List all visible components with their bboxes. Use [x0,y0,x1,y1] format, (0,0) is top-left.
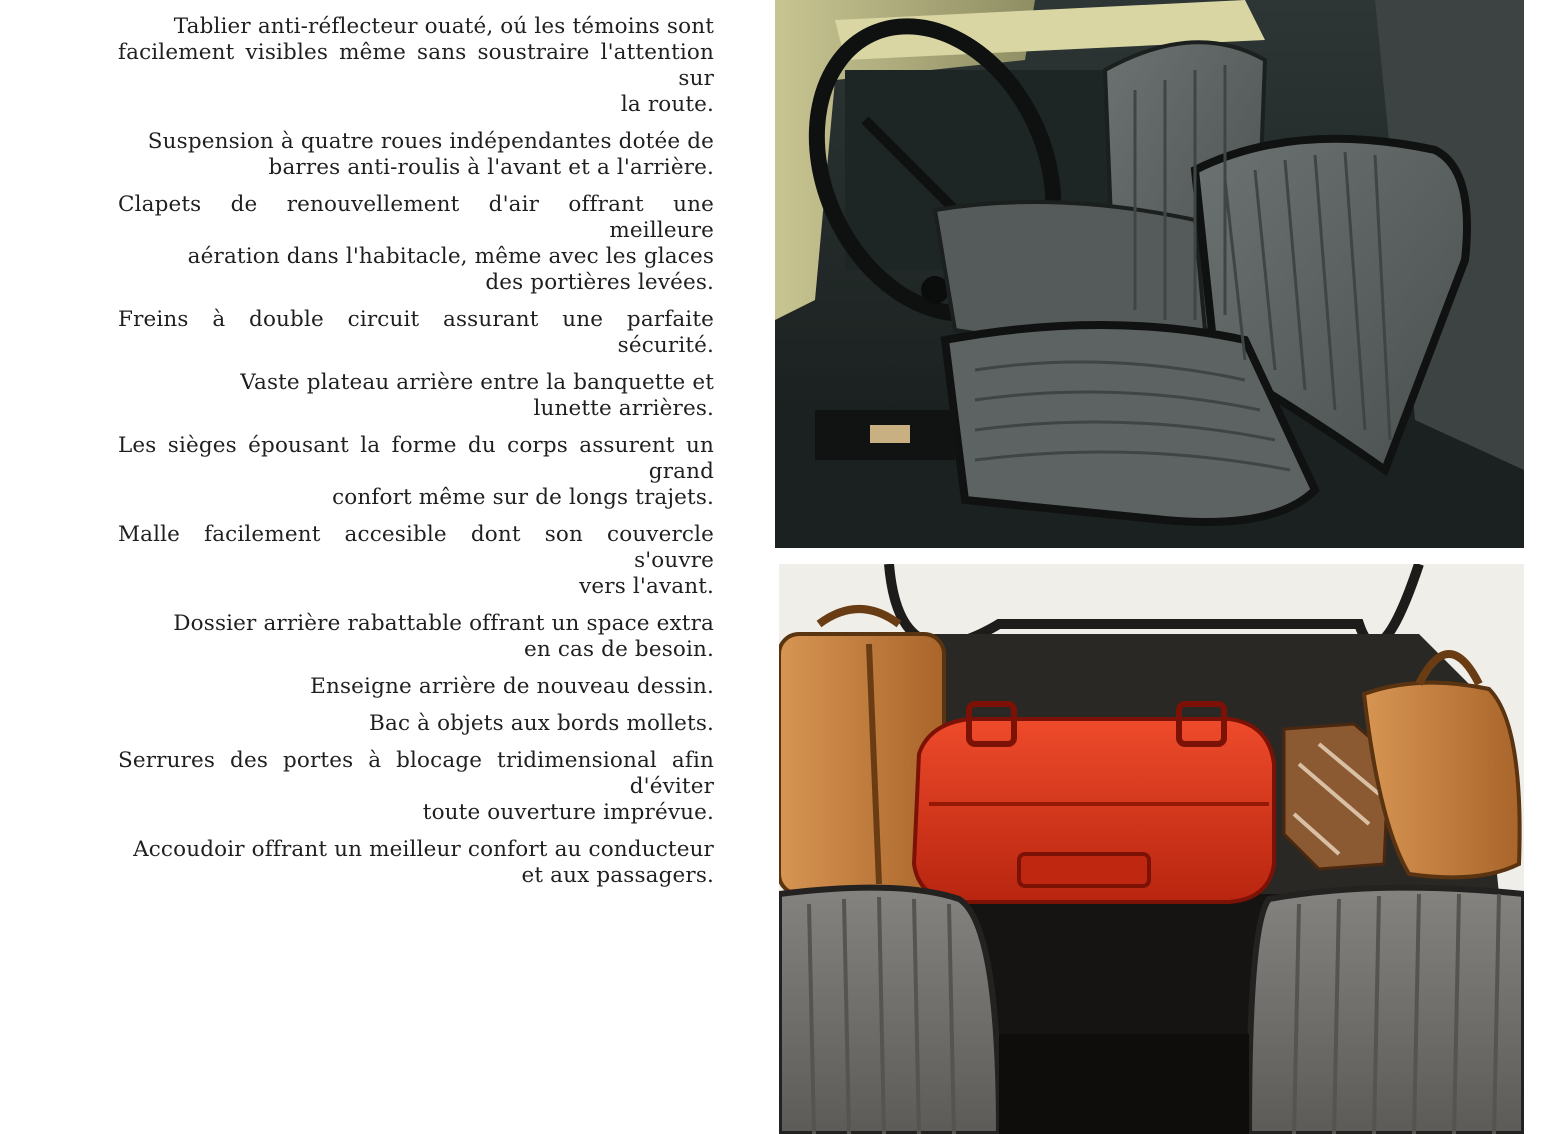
feature-paragraph [118,611,714,663]
feature-paragraph [118,748,714,826]
feature-line: Tablier anti-réflecteur ouaté, oú les témoins sont [173,14,714,39]
feature-line: Les sièges épousant la forme du corps assurent un grand [118,433,714,484]
feature-paragraph [118,129,714,181]
feature-line: barres anti-roulis à l'avant et a l'arrière. [268,155,714,180]
feature-line: aération dans l'habitacle, même avec les glaces [187,244,714,269]
feature-line: Serrures des portes à blocage tridimensional afin d'éviter [118,748,714,799]
feature-paragraph [118,192,714,296]
interior-seats-illustration [775,0,1524,548]
feature-line: la route. [620,92,714,117]
feature-line: toute ouverture imprévue. [422,800,714,825]
feature-line: Enseigne arrière de nouveau dessin. [310,674,714,699]
feature-line: Dossier arrière rabattable offrant un space extra [173,611,714,636]
feature-line: facilement visibles même sans soustraire l'attention sur [118,40,714,91]
feature-paragraph [118,837,714,889]
feature-line: Clapets de renouvellement d'air offrant une meilleure [118,192,714,243]
feature-paragraph [118,522,714,600]
feature-paragraph [118,307,714,359]
feature-paragraph [118,433,714,511]
feature-paragraph [118,370,714,422]
feature-line: Bac à objets aux bords mollets. [369,711,714,736]
luggage-shelf-photo [779,564,1524,1134]
feature-line: lunette arrières. [533,396,714,421]
feature-line: Vaste plateau arrière entre la banquette et [240,370,714,395]
feature-line: Malle facilement accesible dont son couvercle s'ouvre [118,522,714,573]
luggage-shelf-illustration [779,564,1524,1134]
feature-line: et aux passagers. [521,863,714,888]
feature-line: Accoudoir offrant un meilleur confort au conducteur [133,837,714,862]
feature-list [118,14,714,900]
feature-line: des portières levées. [485,270,714,295]
interior-seats-photo [775,0,1524,548]
feature-paragraph [118,674,714,700]
feature-line: en cas de besoin. [523,637,714,662]
feature-line: Freins à double circuit assurant une parfaite sécurité. [118,307,714,358]
feature-line: vers l'avant. [579,574,714,599]
feature-paragraph [118,14,714,118]
feature-line: Suspension à quatre roues indépendantes dotée de [147,129,714,154]
feature-paragraph [118,711,714,737]
feature-line: confort même sur de longs trajets. [332,485,714,510]
